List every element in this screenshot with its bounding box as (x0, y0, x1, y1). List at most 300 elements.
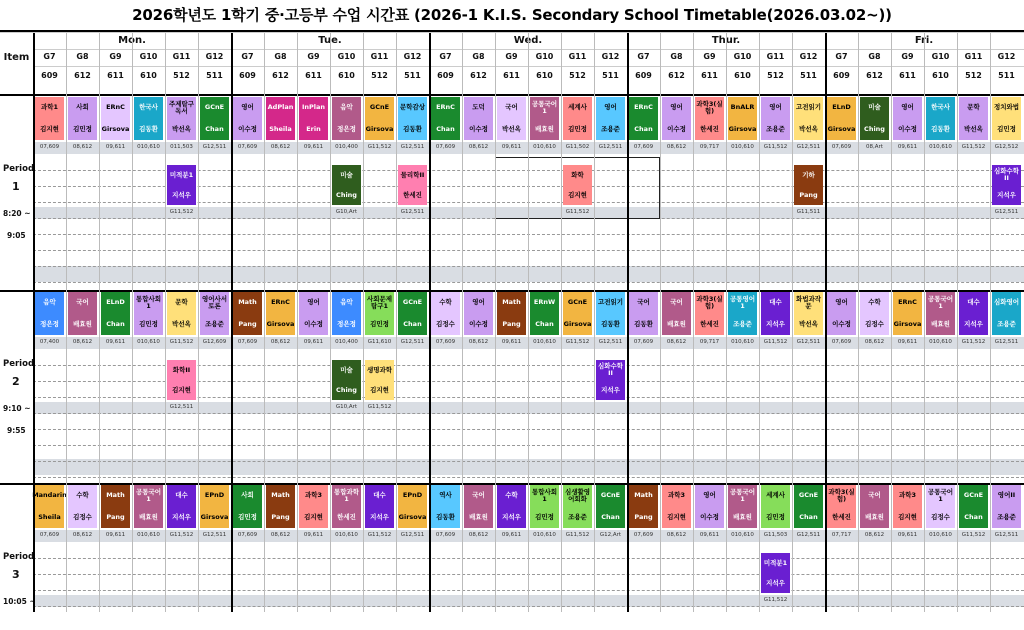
class-cell[interactable] (398, 292, 427, 335)
subject-name: ERnC (634, 103, 653, 112)
class-cell[interactable] (32, 485, 67, 528)
subject-name: Math (106, 491, 125, 500)
teacher-name: 김민정 (139, 319, 158, 328)
class-cell[interactable] (431, 97, 460, 140)
teacher-name: Pang (502, 319, 521, 328)
elective-cell[interactable] (794, 165, 823, 205)
class-cell[interactable] (233, 292, 262, 335)
class-cell[interactable] (992, 97, 1021, 140)
class-cell[interactable] (926, 97, 955, 140)
highlight-box (495, 157, 660, 219)
room-label: 512 (965, 71, 982, 80)
subject-name: 사회 (241, 491, 254, 500)
class-cell[interactable] (959, 97, 988, 140)
elective-cell[interactable] (365, 360, 394, 400)
room-code: G12,511 (796, 532, 821, 538)
room-code: 07,717 (831, 532, 852, 538)
teacher-name: 배효원 (535, 124, 554, 133)
teacher-name: 배효원 (469, 512, 488, 521)
period-end-time: 9:55 (7, 426, 26, 435)
column-line (198, 32, 199, 612)
subject-name: 사회 (76, 103, 89, 112)
subject-name: 통합사회1 (135, 294, 162, 310)
period-start-time: 8:20 ~ (3, 209, 31, 218)
item-column-line (33, 32, 35, 612)
teacher-name: Chan (535, 319, 554, 328)
class-cell[interactable] (695, 97, 724, 140)
period-label: Period (3, 359, 35, 369)
teacher-name: Pang (238, 319, 257, 328)
class-cell[interactable] (926, 292, 955, 335)
column-line (462, 32, 463, 612)
class-cell[interactable] (464, 97, 493, 140)
room-code: 08,612 (270, 339, 291, 345)
elective-cell[interactable] (332, 165, 361, 205)
class-cell[interactable] (662, 292, 691, 335)
room-label: 612 (74, 71, 91, 80)
grade-label: G11 (568, 52, 587, 61)
column-line (495, 32, 496, 612)
class-cell[interactable] (233, 485, 262, 528)
teacher-name: Girsova (398, 512, 427, 521)
grade-label: G11 (964, 52, 983, 61)
subject-name: 화법과작문 (795, 294, 822, 310)
period-start-time: 10:05 ~ (3, 597, 36, 606)
class-cell[interactable] (200, 97, 229, 140)
teacher-name: 김동환 (139, 124, 158, 133)
teacher-name: Chan (106, 319, 125, 328)
class-cell[interactable] (200, 292, 229, 335)
subject-name: 공통국어1 (927, 294, 954, 310)
class-cell[interactable] (35, 97, 64, 140)
class-cell[interactable] (530, 97, 559, 140)
room-code: G11,511 (796, 209, 821, 215)
room-label: 610 (536, 71, 553, 80)
room-code: 08,612 (468, 339, 489, 345)
elective-cell[interactable] (332, 360, 361, 400)
room-code: G11,512 (763, 339, 788, 345)
room-code: 08,612 (72, 339, 93, 345)
teacher-name: Ching (336, 385, 357, 394)
elective-cell[interactable] (596, 360, 625, 400)
room-code: G11,610 (367, 339, 392, 345)
teacher-name: 김지현 (370, 385, 389, 394)
teacher-name: 배효원 (139, 512, 158, 521)
elective-cell[interactable] (761, 553, 790, 593)
class-cell[interactable] (101, 292, 130, 335)
subject-name: GCnE (963, 491, 984, 500)
room-label: 610 (140, 71, 157, 80)
grade-label: G10 (733, 52, 752, 61)
elective-cell[interactable] (992, 165, 1021, 205)
subject-name: AdPlan (267, 103, 294, 112)
column-line (396, 32, 397, 612)
column-line (363, 32, 364, 612)
day-divider (627, 32, 629, 612)
class-cell[interactable] (794, 97, 823, 140)
class-cell[interactable] (563, 97, 592, 140)
teacher-name: Chan (403, 319, 422, 328)
subject-name: ERnC (271, 298, 290, 307)
subject-name: 역사 (439, 491, 452, 500)
class-cell[interactable] (563, 292, 592, 335)
teacher-name: 지석우 (766, 319, 785, 328)
class-cell[interactable] (134, 485, 163, 528)
class-cell[interactable] (761, 97, 790, 140)
subject-name: Math (271, 491, 290, 500)
class-cell[interactable] (563, 485, 592, 528)
teacher-name: Pang (271, 512, 290, 521)
class-cell[interactable] (464, 292, 493, 335)
teacher-name: 이수정 (667, 124, 686, 133)
room-code: 010,610 (137, 532, 160, 538)
period-number: 3 (12, 568, 20, 581)
class-cell[interactable] (299, 292, 328, 335)
grade-label: G10 (931, 52, 950, 61)
class-cell[interactable] (365, 292, 394, 335)
room-label: 512 (173, 71, 190, 80)
class-cell[interactable] (794, 292, 823, 335)
subject-name: 대수 (175, 491, 188, 500)
subject-name: 심화영어 (993, 298, 1020, 307)
class-cell[interactable] (365, 97, 394, 140)
subject-name: GCnE (402, 298, 423, 307)
class-cell[interactable] (530, 292, 559, 335)
teacher-name: 박선옥 (964, 124, 983, 133)
column-line (165, 32, 166, 612)
room-code: 010,610 (533, 144, 556, 150)
teacher-name: Girsova (266, 319, 295, 328)
class-cell[interactable] (827, 485, 856, 528)
room-label: 512 (569, 71, 586, 80)
class-cell[interactable] (761, 485, 790, 528)
class-cell[interactable] (695, 485, 724, 528)
subject-name: 국어 (76, 298, 89, 307)
class-cell[interactable] (233, 97, 262, 140)
room-code: G11,512 (763, 144, 788, 150)
subject-name: InPlan (301, 103, 326, 112)
class-cell[interactable] (332, 97, 361, 140)
teacher-name: Girsova (200, 512, 229, 521)
room-code: 09,611 (303, 144, 324, 150)
room-label: 611 (503, 71, 520, 80)
teacher-name: 이수정 (304, 319, 323, 328)
room-code: 08,612 (270, 532, 291, 538)
day-header: Fri. (914, 35, 934, 46)
class-cell[interactable] (893, 485, 922, 528)
subject-name: BnALR (730, 103, 755, 112)
subject-name: 대수 (373, 491, 386, 500)
room-label: 612 (272, 71, 289, 80)
grade-label: G12 (205, 52, 224, 61)
room-label: 610 (734, 71, 751, 80)
class-cell[interactable] (530, 485, 559, 528)
class-cell[interactable] (464, 485, 493, 528)
class-cell[interactable] (926, 485, 955, 528)
class-cell[interactable] (134, 292, 163, 335)
class-cell[interactable] (365, 485, 394, 528)
teacher-name: 김정수 (436, 319, 455, 328)
subject-name: 심화수학II (993, 167, 1020, 182)
room-label: 511 (998, 71, 1015, 80)
subject-name: ELnD (832, 103, 851, 112)
teacher-name: 지석우 (172, 512, 191, 521)
teacher-name: 조용준 (766, 124, 785, 133)
class-cell[interactable] (728, 97, 757, 140)
subject-name: GCnE (600, 491, 621, 500)
class-cell[interactable] (992, 292, 1021, 335)
class-cell[interactable] (761, 292, 790, 335)
room-code: 010,610 (533, 532, 556, 538)
item-header: Item (3, 52, 30, 63)
teacher-name: 지석우 (964, 319, 983, 328)
subject-name: 도덕 (472, 103, 485, 112)
column-line (594, 32, 595, 612)
subject-name: 수학 (868, 298, 881, 307)
class-cell[interactable] (266, 292, 295, 335)
subject-name: 화학II (172, 365, 191, 374)
room-label: 611 (305, 71, 322, 80)
column-line (132, 32, 133, 612)
teacher-name: Ching (336, 190, 357, 199)
day-divider (231, 32, 233, 612)
class-cell[interactable] (398, 485, 427, 528)
class-cell[interactable] (827, 292, 856, 335)
class-cell[interactable] (167, 292, 196, 335)
column-line (297, 32, 298, 612)
room-code: G11,512 (367, 144, 392, 150)
class-cell[interactable] (299, 485, 328, 528)
subject-name: 심생활영어회화 (564, 487, 591, 503)
room-code: G12,511 (598, 339, 623, 345)
class-cell[interactable] (728, 292, 757, 335)
class-cell[interactable] (332, 485, 361, 528)
room-code: 011,503 (170, 144, 193, 150)
class-cell[interactable] (299, 97, 328, 140)
class-cell[interactable] (497, 292, 526, 335)
class-cell[interactable] (431, 485, 460, 528)
subject-name: 영어 (769, 103, 782, 112)
teacher-name: Pang (106, 512, 125, 521)
room-code (594, 402, 627, 414)
class-cell[interactable] (794, 485, 823, 528)
teacher-name: 지석우 (766, 578, 785, 587)
class-cell[interactable] (497, 485, 526, 528)
room-code: 010,610 (137, 144, 160, 150)
class-cell[interactable] (332, 292, 361, 335)
room-code: 09,611 (105, 339, 126, 345)
column-line (990, 32, 991, 612)
room-code: 07,609 (435, 532, 456, 538)
class-cell[interactable] (167, 485, 196, 528)
teacher-name: Girsova (563, 319, 592, 328)
class-cell[interactable] (827, 97, 856, 140)
grade-label: G7 (835, 52, 848, 61)
class-cell[interactable] (629, 292, 658, 335)
subject-name: 음악 (43, 298, 56, 307)
grade-label: G8 (76, 52, 89, 61)
subject-name: 기하 (802, 170, 815, 179)
class-cell[interactable] (893, 292, 922, 335)
room-code: 010,610 (335, 532, 358, 538)
subject-name: 공통국어1 (927, 487, 954, 503)
class-cell[interactable] (596, 97, 625, 140)
class-cell[interactable] (728, 485, 757, 528)
column-line (561, 32, 562, 612)
class-cell[interactable] (68, 97, 97, 140)
grade-label: G12 (799, 52, 818, 61)
room-code: 010,610 (929, 144, 952, 150)
room-code: G11,502 (565, 144, 590, 150)
elective-cell[interactable] (167, 360, 196, 400)
class-cell[interactable] (68, 485, 97, 528)
class-cell[interactable] (596, 292, 625, 335)
class-cell[interactable] (35, 292, 64, 335)
room-code: 08,612 (468, 144, 489, 150)
room-code: 07,609 (633, 339, 654, 345)
teacher-name: 박선옥 (502, 124, 521, 133)
subject-name: 미술 (340, 365, 353, 374)
class-cell[interactable] (167, 97, 196, 140)
room-code: 07,609 (237, 532, 258, 538)
class-cell[interactable] (101, 97, 130, 140)
subject-name: 화학 (571, 170, 584, 179)
subject-name: GCnE (369, 103, 390, 112)
teacher-name: 배효원 (667, 319, 686, 328)
timetable-grid (0, 30, 1024, 612)
subject-name: 영어 (901, 103, 914, 112)
teacher-name: 이수정 (700, 512, 719, 521)
class-cell[interactable] (68, 292, 97, 335)
class-cell[interactable] (860, 97, 889, 140)
room-code: G11,512 (565, 209, 590, 215)
column-line (66, 32, 67, 612)
room-code: 09,611 (699, 532, 720, 538)
grade-label: G7 (241, 52, 254, 61)
room-label: 609 (635, 71, 652, 80)
teacher-name: 조용준 (997, 319, 1016, 328)
subject-name: 과학1 (40, 103, 59, 112)
teacher-name: Girsova (101, 124, 130, 133)
subject-name: ERnC (436, 103, 455, 112)
subject-name: 물리학II (400, 170, 425, 179)
room-label: 611 (107, 71, 124, 80)
class-cell[interactable] (629, 485, 658, 528)
room-code: G12,511 (202, 144, 227, 150)
class-cell[interactable] (662, 485, 691, 528)
subject-name: ELnD (106, 298, 125, 307)
grade-label: G10 (139, 52, 158, 61)
column-line (693, 32, 694, 612)
class-cell[interactable] (101, 485, 130, 528)
class-cell[interactable] (860, 485, 889, 528)
class-cell[interactable] (398, 97, 427, 140)
grade-label: G7 (43, 52, 56, 61)
class-cell[interactable] (266, 97, 295, 140)
period-end-time (4, 618, 37, 630)
class-cell[interactable] (629, 97, 658, 140)
period-end-time: 9:05 (7, 231, 26, 240)
subject-name: 국어 (670, 298, 683, 307)
subject-name: 사회문제탐구1 (366, 294, 393, 310)
teacher-name: Chan (205, 124, 224, 133)
period-start-time: 9:10 ~ (3, 404, 31, 413)
room-code: 08,612 (72, 144, 93, 150)
class-cell[interactable] (596, 485, 625, 528)
class-cell[interactable] (431, 292, 460, 335)
grade-label: G8 (868, 52, 881, 61)
column-line (891, 32, 892, 612)
grade-label: G9 (901, 52, 914, 61)
class-cell[interactable] (860, 292, 889, 335)
teacher-name: Sheila (269, 124, 292, 133)
subject-name: 공통영어1 (729, 294, 756, 310)
page-title: 2026학년도 1학기 중·고등부 수업 시간표 (2026-1 K.I.S. Secondary School Timetable(2026.03.02~)) (132, 6, 892, 24)
teacher-name: 조용준 (733, 319, 752, 328)
room-code: 07,609 (831, 339, 852, 345)
room-label: 611 (899, 71, 916, 80)
room-code: 07,609 (237, 339, 258, 345)
room-code: 09,717 (699, 144, 720, 150)
room-label: 612 (866, 71, 883, 80)
teacher-name: 김동환 (931, 124, 950, 133)
room-code: 08,612 (666, 144, 687, 150)
class-cell[interactable] (992, 485, 1021, 528)
subject-name: 생명과학 (366, 365, 393, 374)
class-cell[interactable] (134, 97, 163, 140)
room-code: G11,512 (367, 404, 392, 410)
teacher-name: 김정수 (931, 512, 950, 521)
subject-name: 과학3 (304, 491, 323, 500)
room-code: G11,512 (763, 597, 788, 603)
room-code: G11,512 (169, 532, 194, 538)
class-cell[interactable] (662, 97, 691, 140)
teacher-name: 한세진 (337, 512, 356, 521)
class-cell[interactable] (695, 292, 724, 335)
teacher-name: Chan (601, 512, 620, 521)
column-line (759, 32, 760, 612)
room-code: 010,610 (533, 339, 556, 345)
room-code: G12,511 (400, 532, 425, 538)
teacher-name: 지석우 (172, 190, 191, 199)
class-cell[interactable] (893, 97, 922, 140)
room-code: 07,609 (39, 144, 60, 150)
day-header: Thur. (711, 35, 741, 46)
period-label: Period (3, 164, 35, 174)
room-code: 09,611 (501, 144, 522, 150)
subject-name: ERnW (533, 298, 556, 307)
grade-label: G9 (109, 52, 122, 61)
grade-label: G11 (172, 52, 191, 61)
subject-name: 주제탐구독서 (168, 99, 195, 115)
period-label: Period (3, 552, 35, 562)
room-code: 010,610 (731, 339, 754, 345)
class-cell[interactable] (200, 485, 229, 528)
room-code: 07,609 (435, 339, 456, 345)
class-cell[interactable] (959, 292, 988, 335)
subject-name: 정치와법 (993, 103, 1020, 112)
room-code: 010,610 (929, 339, 952, 345)
room-code: G10,Art (335, 209, 358, 215)
teacher-name: 김지현 (898, 512, 917, 521)
column-line (792, 32, 793, 612)
class-cell[interactable] (959, 485, 988, 528)
elective-cell[interactable] (167, 165, 196, 205)
class-cell[interactable] (497, 97, 526, 140)
room-code: G11,512 (169, 339, 194, 345)
class-cell[interactable] (266, 485, 295, 528)
elective-cell[interactable] (398, 165, 427, 205)
